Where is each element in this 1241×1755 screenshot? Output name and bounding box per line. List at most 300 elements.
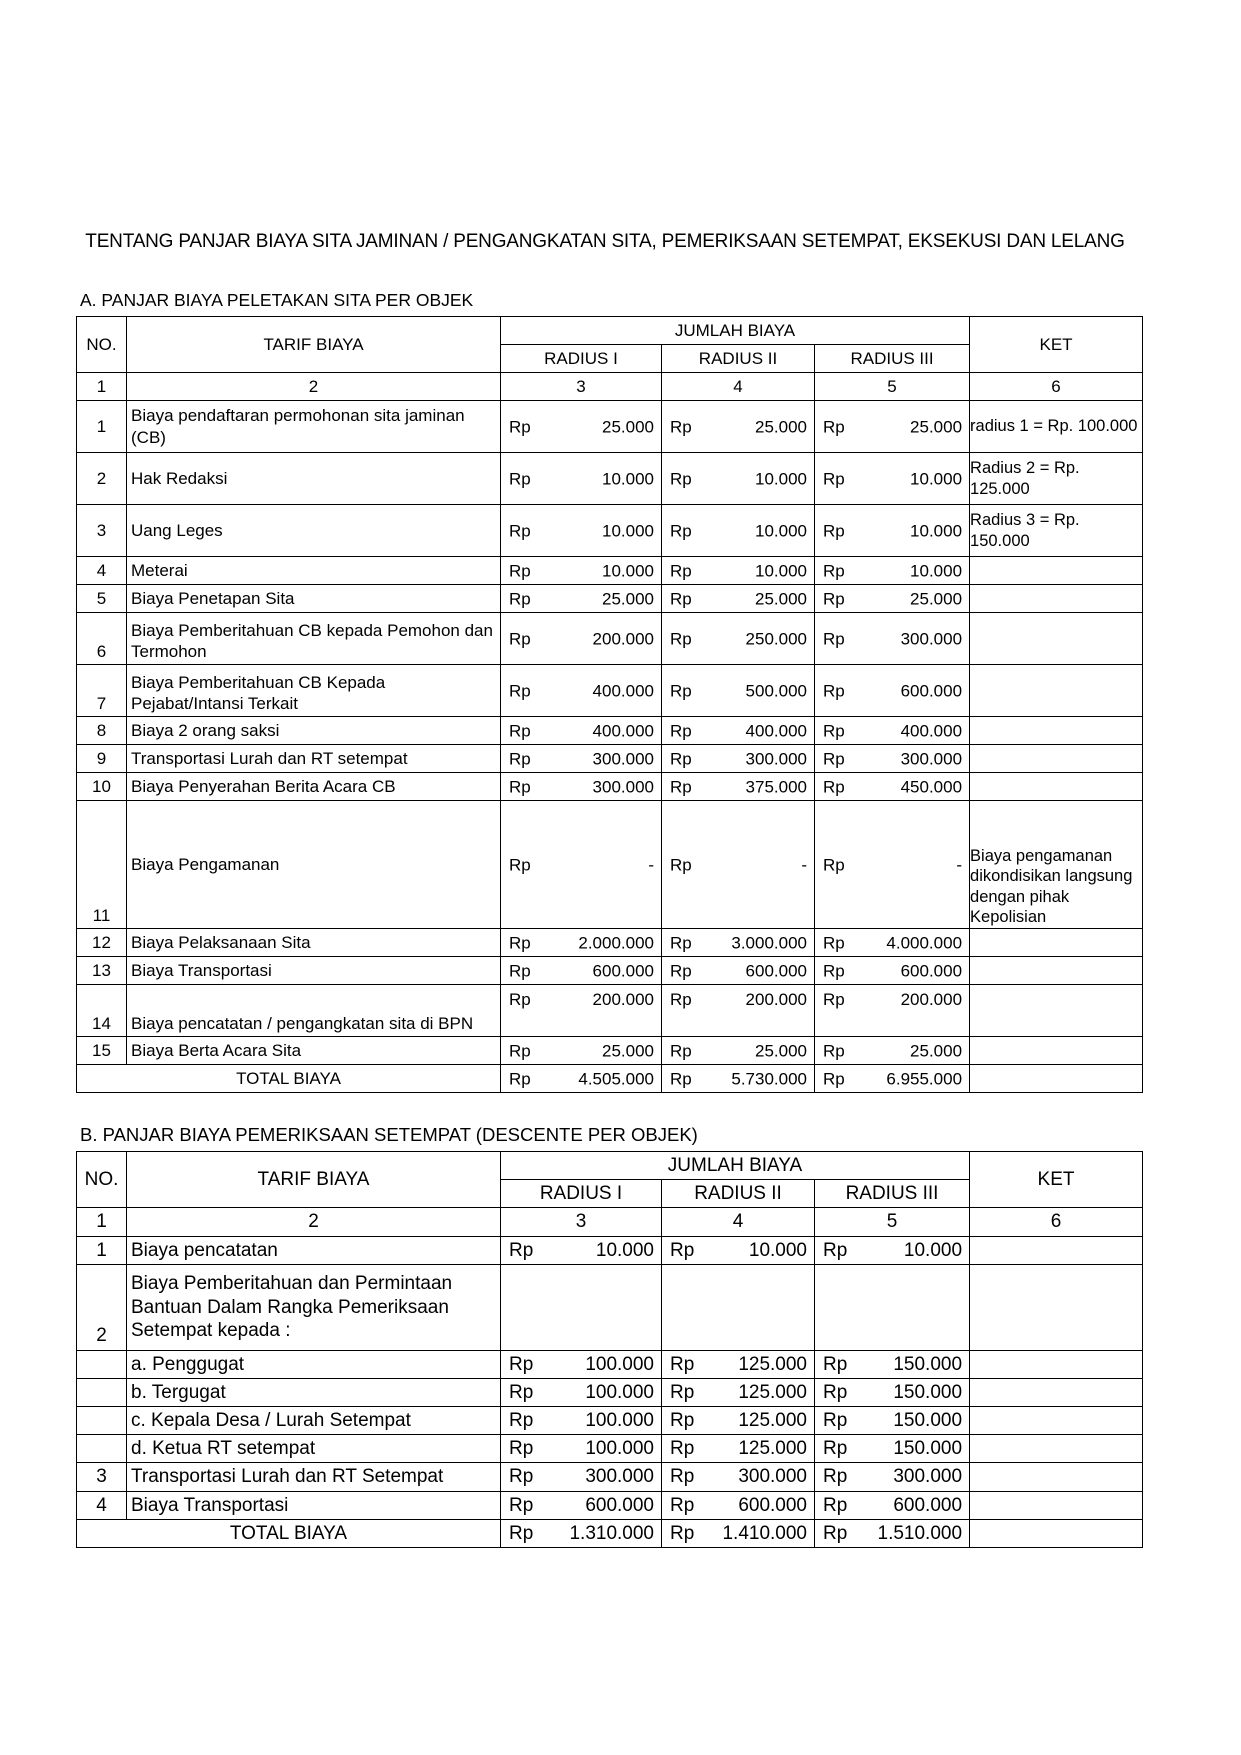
currency-label: Rp [670,854,692,874]
currency-label: Rp [670,1040,692,1060]
header-no: NO. [77,1152,127,1208]
row-ket [970,985,1143,1037]
currency-label: Rp [823,1239,848,1261]
colnum: 6 [970,373,1143,401]
currency-label: Rp [670,560,692,580]
row-number [77,1351,127,1379]
currency-label: Rp [823,468,845,488]
currency-label: Rp [509,588,531,608]
amount-r3 [815,665,970,717]
row-number [77,1407,127,1435]
amount-r1 [501,957,662,985]
currency-label: Rp [823,748,845,768]
table-row [77,717,1143,745]
amount-value: - [648,854,654,874]
amount-value: 300.000 [592,776,654,796]
row-ket [970,557,1143,585]
row-ket: Biaya pengamanan dikondisikan langsung dengan pihak Kepolisian [970,801,1143,929]
table-row [77,585,1143,613]
amount-value: 25.000 [910,416,963,436]
currency-label: Rp [823,932,845,952]
currency-label: Rp [823,1466,848,1488]
header-radius-2: RADIUS II [662,345,815,373]
row-number: 1 [77,1237,127,1265]
total-value: 4.505.000 [578,1068,654,1088]
table-row [77,985,1143,1037]
amount-value: 100.000 [585,1381,654,1403]
row-number [77,1435,127,1463]
row-tarif: Biaya Pelaksanaan Sita [127,929,501,957]
amount-r2 [662,985,815,1037]
amount-r1 [501,1265,662,1351]
row-tarif: Transportasi Lurah dan RT Setempat [127,1463,501,1492]
currency-label: Rp [509,1068,531,1088]
amount-r1 [501,401,662,453]
amount-value: 2.000.000 [578,932,654,952]
amount-value: - [801,854,807,874]
amount-r3 [815,613,970,665]
row-ket [970,1492,1143,1520]
currency-label: Rp [823,1437,848,1459]
currency-label: Rp [823,1409,848,1431]
row-ket: radius 1 = Rp. 100.000 [970,401,1143,453]
row-number: 6 [77,613,127,665]
row-ket [970,1237,1143,1265]
currency-label: Rp [823,588,845,608]
currency-label: Rp [509,1437,534,1459]
currency-label: Rp [670,628,692,648]
row-number: 5 [77,585,127,613]
amount-value: 300.000 [900,748,963,768]
amount-value: 375.000 [745,776,807,796]
section-a-heading: A. PANJAR BIAYA PELETAKAN SITA PER OBJEK [80,290,474,310]
amount-r2 [662,773,815,801]
amount-r2 [662,665,815,717]
amount-r1 [501,1037,662,1065]
row-ket [970,745,1143,773]
colnum: 6 [970,1208,1143,1237]
amount-value: 600.000 [738,1494,807,1516]
colnum: 4 [662,373,815,401]
amount-r3 [815,1407,970,1435]
row-tarif: Biaya pencatatan [127,1237,501,1265]
currency-label: Rp [670,416,692,436]
amount-r3 [815,1037,970,1065]
header-no: NO. [77,317,127,373]
currency-label: Rp [509,1381,534,1403]
row-tarif: d. Ketua RT setempat [127,1435,501,1463]
amount-r1 [501,717,662,745]
currency-label: Rp [823,520,845,540]
amount-r2 [662,1037,815,1065]
row-tarif: Biaya pendaftaran permohonan sita jaminan (CB) [127,401,501,453]
row-number: 8 [77,717,127,745]
amount-value: 200.000 [900,990,963,1009]
section-b-heading: B. PANJAR BIAYA PEMERIKSAAN SETEMPAT (DESCENTE PER OBJEK) [80,1124,698,1145]
amount-value: 10.000 [910,468,963,488]
table-row [77,773,1143,801]
amount-value: 250.000 [745,628,807,648]
row-ket [970,1463,1143,1492]
amount-r2 [662,453,815,505]
row-ket [970,717,1143,745]
table-row [77,453,1143,505]
currency-label: Rp [509,1353,534,1375]
row-number: 13 [77,957,127,985]
amount-value: 25.000 [602,1040,654,1060]
amount-r3 [815,1435,970,1463]
currency-label: Rp [823,990,845,1009]
amount-value: 10.000 [755,560,807,580]
section-b-rows [77,1237,1143,1520]
document-title: TENTANG PANJAR BIAYA SITA JAMINAN / PENGANGKATAN SITA, PEMERIKSAAN SETEMPAT, EKSEKUSI DAN LELANG [85,231,1125,252]
amount-value: 600.000 [585,1494,654,1516]
amount-r2 [662,557,815,585]
currency-label: Rp [509,748,531,768]
amount-r2 [662,1407,815,1435]
currency-label: Rp [509,960,531,980]
amount-value: 500.000 [745,680,807,700]
row-number: 10 [77,773,127,801]
header-radius-1: RADIUS I [501,1180,662,1208]
amount-value: 150.000 [893,1409,963,1431]
amount-value: 100.000 [585,1437,654,1459]
header-radius-3: RADIUS III [815,345,970,373]
amount-value: 600.000 [900,680,963,700]
row-ket [970,585,1143,613]
row-tarif: Biaya Pemberitahuan CB Kepada Pejabat/Intansi Terkait [127,665,501,717]
row-number: 1 [77,401,127,453]
colnum: 4 [662,1208,815,1237]
amount-r2 [662,401,815,453]
row-ket [970,1265,1143,1351]
table-row [77,557,1143,585]
table-row [77,801,1143,929]
amount-value: 10.000 [755,520,807,540]
amount-r3 [815,585,970,613]
row-tarif: Biaya Pemberitahuan dan Permintaan Bantuan Dalam Rangka Pemeriksaan Setempat kepada : [127,1265,501,1351]
amount-value: 150.000 [893,1437,963,1459]
amount-r3 [815,505,970,557]
currency-label: Rp [670,1437,695,1459]
amount-value: 10.000 [755,468,807,488]
currency-label: Rp [509,720,531,740]
amount-value: 25.000 [755,1040,807,1060]
currency-label: Rp [823,1068,845,1088]
amount-value: 25.000 [755,588,807,608]
row-tarif: Biaya Transportasi [127,1492,501,1520]
amount-r2 [662,1463,815,1492]
header-tarif: TARIF BIAYA [127,1152,501,1208]
section-a-rows [77,401,1143,1065]
amount-r3 [815,985,970,1037]
amount-value: 100.000 [585,1409,654,1431]
table-row [77,1407,1143,1435]
amount-r2 [662,1435,815,1463]
amount-value: 4.000.000 [886,932,963,952]
row-ket [970,773,1143,801]
total-value: 6.955.000 [886,1068,963,1088]
header-radius-2: RADIUS II [662,1180,815,1208]
amount-value: 300.000 [745,748,807,768]
amount-value: 10.000 [602,560,654,580]
table-row [77,929,1143,957]
amount-r3 [815,1463,970,1492]
currency-label: Rp [509,1466,534,1488]
currency-label: Rp [509,628,531,648]
amount-value: 10.000 [910,520,963,540]
currency-label: Rp [823,1522,848,1544]
column-number-row [77,373,1143,401]
table-row [77,1379,1143,1407]
amount-value: 125.000 [738,1437,807,1459]
currency-label: Rp [823,776,845,796]
row-ket [970,1435,1143,1463]
currency-label: Rp [509,1522,534,1544]
row-number: 7 [77,665,127,717]
amount-r2 [662,1379,815,1407]
row-number: 12 [77,929,127,957]
amount-r1 [501,665,662,717]
amount-r2 [662,957,815,985]
amount-r3 [815,745,970,773]
amount-value: 400.000 [745,720,807,740]
amount-r2 [662,1492,815,1520]
amount-value: 25.000 [755,416,807,436]
row-tarif: Biaya Penyerahan Berita Acara CB [127,773,501,801]
row-tarif: Biaya Transportasi [127,957,501,985]
amount-r3 [815,773,970,801]
amount-r2 [662,505,815,557]
amount-value: 450.000 [900,776,963,796]
row-ket [970,1351,1143,1379]
amount-value: - [956,854,963,874]
amount-r2 [662,1237,815,1265]
amount-value: 10.000 [903,1239,963,1261]
row-number: 11 [77,801,127,929]
amount-r1 [501,1351,662,1379]
table-row [77,1435,1143,1463]
amount-value: 600.000 [745,960,807,980]
currency-label: Rp [670,932,692,952]
currency-label: Rp [509,990,531,1009]
amount-r2 [662,613,815,665]
currency-label: Rp [509,468,531,488]
currency-label: Rp [670,748,692,768]
amount-r3 [815,929,970,957]
row-number: 15 [77,1037,127,1065]
currency-label: Rp [509,854,531,874]
row-tarif: Hak Redaksi [127,453,501,505]
currency-label: Rp [823,1381,848,1403]
amount-r1 [501,745,662,773]
amount-r2 [662,585,815,613]
amount-r3 [815,1351,970,1379]
row-ket [970,1037,1143,1065]
header-ket: KET [970,317,1143,373]
row-number: 3 [77,505,127,557]
amount-r3 [815,717,970,745]
table-row [77,957,1143,985]
header-ket: KET [970,1152,1143,1208]
amount-value: 10.000 [602,468,654,488]
total-value: 1.510.000 [877,1522,963,1544]
row-ket: Radius 3 = Rp. 150.000 [970,505,1143,557]
currency-label: Rp [509,560,531,580]
amount-r3 [815,401,970,453]
amount-r1 [501,585,662,613]
row-tarif: Biaya Penetapan Sita [127,585,501,613]
colnum: 1 [77,1208,127,1237]
amount-value: 25.000 [602,588,654,608]
table-row [77,665,1143,717]
row-tarif: Transportasi Lurah dan RT setempat [127,745,501,773]
table-section-a [76,316,1143,1093]
total-radius-1 [501,1520,662,1548]
amount-value: 300.000 [893,1466,963,1488]
row-ket [970,665,1143,717]
currency-label: Rp [670,1068,692,1088]
amount-value: 10.000 [595,1239,654,1261]
amount-value: 200.000 [592,990,654,1009]
amount-r3 [815,801,970,929]
row-number: 14 [77,985,127,1037]
currency-label: Rp [670,1522,695,1544]
row-tarif: Biaya pencatatan / pengangkatan sita di BPN [127,985,501,1037]
amount-value: 200.000 [745,990,807,1009]
currency-label: Rp [509,776,531,796]
total-radius-1 [501,1065,662,1093]
currency-label: Rp [670,1353,695,1375]
header-radius-3: RADIUS III [815,1180,970,1208]
amount-r1 [501,985,662,1037]
header-jumlah: JUMLAH BIAYA [501,317,970,345]
row-ket [970,613,1143,665]
row-tarif: Biaya Berta Acara Sita [127,1037,501,1065]
row-tarif: Biaya Pengamanan [127,801,501,929]
colnum: 3 [501,1208,662,1237]
currency-label: Rp [670,776,692,796]
row-ket: Radius 2 = Rp. 125.000 [970,453,1143,505]
colnum: 2 [127,373,501,401]
total-value: 1.310.000 [569,1522,654,1544]
table-row [77,1237,1143,1265]
amount-value: 400.000 [900,720,963,740]
amount-value: 150.000 [893,1381,963,1403]
currency-label: Rp [509,416,531,436]
row-tarif: a. Penggugat [127,1351,501,1379]
amount-r1 [501,1237,662,1265]
total-radius-2 [662,1065,815,1093]
currency-label: Rp [670,1409,695,1431]
header-jumlah: JUMLAH BIAYA [501,1152,970,1180]
colnum: 2 [127,1208,501,1237]
total-value: 1.410.000 [722,1522,807,1544]
currency-label: Rp [670,1494,695,1516]
amount-value: 10.000 [910,560,963,580]
amount-r1 [501,1435,662,1463]
currency-label: Rp [509,1239,534,1261]
table-row [77,1037,1143,1065]
table-row [77,1492,1143,1520]
table-row [77,1463,1143,1492]
row-number: 3 [77,1463,127,1492]
currency-label: Rp [670,960,692,980]
amount-r3 [815,957,970,985]
header-radius-1: RADIUS I [501,345,662,373]
amount-r2 [662,801,815,929]
total-row [77,1065,1143,1093]
amount-r1 [501,773,662,801]
table-row [77,613,1143,665]
amount-value: 125.000 [738,1409,807,1431]
amount-r1 [501,1379,662,1407]
amount-r3 [815,1237,970,1265]
amount-r1 [501,801,662,929]
row-tarif: Uang Leges [127,505,501,557]
currency-label: Rp [670,520,692,540]
row-number: 2 [77,453,127,505]
row-ket [970,1407,1143,1435]
currency-label: Rp [670,1466,695,1488]
total-ket [970,1520,1143,1548]
amount-value: 200.000 [592,628,654,648]
amount-r1 [501,453,662,505]
currency-label: Rp [823,1494,848,1516]
total-radius-3 [815,1065,970,1093]
total-radius-3 [815,1520,970,1548]
amount-r3 [815,1492,970,1520]
amount-value: 125.000 [738,1353,807,1375]
currency-label: Rp [823,854,845,874]
currency-label: Rp [823,1040,845,1060]
row-tarif: b. Tergugat [127,1379,501,1407]
row-tarif: Biaya 2 orang saksi [127,717,501,745]
table-row [77,401,1143,453]
total-ket [970,1065,1143,1093]
row-tarif: Meterai [127,557,501,585]
amount-r2 [662,1351,815,1379]
amount-r1 [501,1463,662,1492]
row-number: 2 [77,1265,127,1351]
amount-r1 [501,1492,662,1520]
total-value: 5.730.000 [731,1068,807,1088]
table-section-b [76,1151,1143,1548]
row-number: 4 [77,1492,127,1520]
currency-label: Rp [823,1353,848,1375]
currency-label: Rp [823,960,845,980]
currency-label: Rp [823,680,845,700]
amount-value: 600.000 [592,960,654,980]
amount-value: 10.000 [602,520,654,540]
amount-value: 600.000 [900,960,963,980]
row-tarif: Biaya Pemberitahuan CB kepada Pemohon dan Termohon [127,613,501,665]
currency-label: Rp [823,416,845,436]
currency-label: Rp [509,680,531,700]
amount-r1 [501,505,662,557]
amount-r2 [662,1265,815,1351]
amount-value: 25.000 [910,1040,963,1060]
currency-label: Rp [823,628,845,648]
amount-value: 400.000 [592,680,654,700]
amount-value: 25.000 [602,416,654,436]
currency-label: Rp [670,588,692,608]
colnum: 1 [77,373,127,401]
amount-value: 10.000 [748,1239,807,1261]
table-row [77,745,1143,773]
amount-r1 [501,613,662,665]
amount-value: 600.000 [893,1494,963,1516]
